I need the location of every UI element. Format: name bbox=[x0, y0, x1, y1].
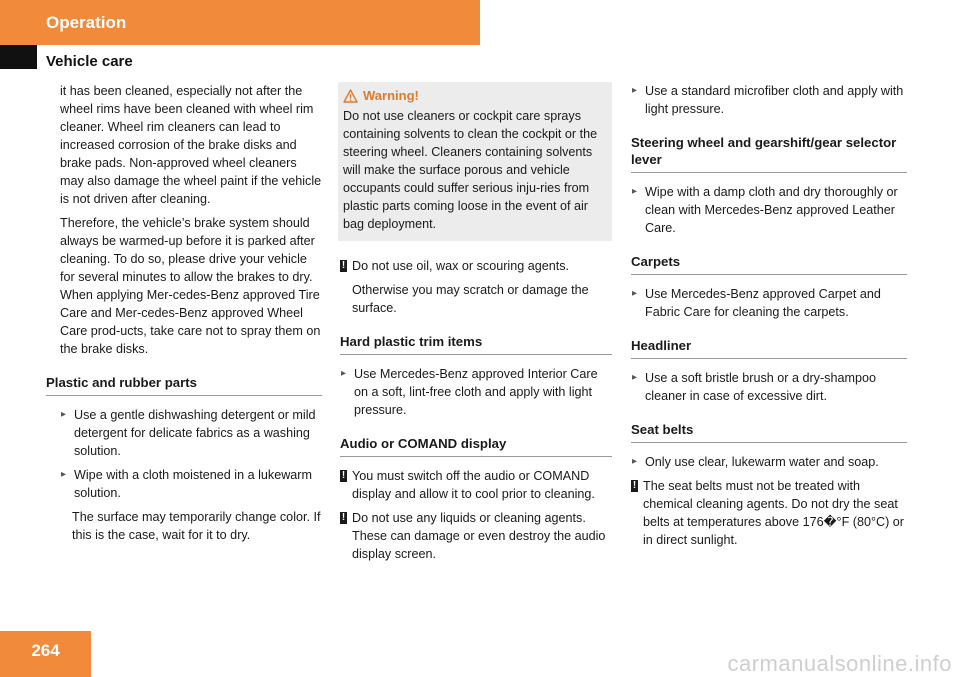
page-number: 264 bbox=[0, 631, 91, 677]
bullet-item: ▶ Wipe with a damp cloth and dry thoroughly or clean with Mercedes-Benz approved Leather Care. bbox=[631, 183, 907, 237]
bullet-item: ▶ Use Mercedes-Benz approved Interior Care on a soft, lint-free cloth and apply with light pressure. bbox=[340, 365, 612, 419]
note-text: Do not use oil, wax or scouring agents. bbox=[352, 259, 570, 273]
warning-box bbox=[338, 82, 612, 241]
note-item bbox=[340, 467, 612, 503]
note-item bbox=[340, 257, 612, 275]
paragraph: The surface may temporarily change color. If this is the case, wait for it to dry. bbox=[72, 510, 321, 542]
warning-text: Do not use cleaners or cockpit care sprays containing solvents to clean the cockpit or the steering wheel. Cleaners containing solvents will make the surface porous and vehicle occupants could suffer serious inju-ries from plastic parts coming loose in the event of air bag deployment. bbox=[343, 109, 598, 231]
heading-hard-plastic: Hard plastic trim items bbox=[340, 333, 612, 355]
warning-title: Warning! bbox=[363, 88, 419, 103]
chapter-tab: Operation bbox=[0, 0, 480, 45]
heading-headliner: Headliner bbox=[631, 337, 907, 359]
note-text: The seat belts must not be treated with chemical cleaning agents. Do not dry the seat belts at temperatures above 176�°F (80°C) or in direct sunlight. bbox=[643, 479, 904, 547]
exclamation-icon: ! bbox=[341, 470, 346, 481]
paragraph: Otherwise you may scratch or damage the surface. bbox=[352, 283, 589, 315]
bullet-item: ▶ Use a gentle dishwashing detergent or mild detergent for delicate fabrics as a washing solution. bbox=[60, 406, 322, 460]
paragraph: it has been cleaned, especially not after the wheel rims have been cleaned with wheel rim cleaner. Wheel rim cleaners can lead to increased corrosion of the brake disks and brake pads. Non-approved wheel cleaners may also damage the wheel paint if the vehicle is not driven after cleaning. bbox=[60, 84, 322, 206]
bullet-item: ▶ Only use clear, lukewarm water and soap. bbox=[631, 453, 907, 471]
section-marker bbox=[0, 45, 37, 69]
heading-seat-belts: Seat belts bbox=[631, 421, 907, 443]
column-3 bbox=[631, 82, 907, 555]
column-1 bbox=[46, 82, 322, 550]
note-text: You must switch off the audio or COMAND display and allow it to cool prior to cleaning. bbox=[352, 469, 595, 501]
exclamation-icon: ! bbox=[341, 260, 346, 271]
warning-heading bbox=[343, 87, 606, 105]
note-item bbox=[631, 477, 907, 549]
heading-audio-display: Audio or COMAND display bbox=[340, 435, 612, 457]
section-title: Vehicle care bbox=[46, 53, 133, 70]
heading-carpets: Carpets bbox=[631, 253, 907, 275]
exclamation-icon: ! bbox=[341, 512, 346, 523]
bullet-item: ▶ Use a soft bristle brush or a dry-shampoo cleaner in case of excessive dirt. bbox=[631, 369, 907, 405]
warning-triangle-icon bbox=[343, 89, 358, 103]
heading-plastic-rubber: Plastic and rubber parts bbox=[46, 374, 322, 396]
watermark: carmanualsonline.info bbox=[727, 651, 952, 676]
column-2 bbox=[340, 82, 612, 569]
exclamation-icon: ! bbox=[632, 480, 637, 491]
bullet-item: ▶ Use Mercedes-Benz approved Carpet and Fabric Care for cleaning the carpets. bbox=[631, 285, 907, 321]
bullet-item: ▶ Wipe with a cloth moistened in a lukewarm solution. bbox=[60, 466, 322, 502]
bullet-item: ▶ Use a standard microfiber cloth and apply with light pressure. bbox=[631, 82, 907, 118]
note-item bbox=[340, 509, 612, 563]
note-text: Do not use any liquids or cleaning agents. These can damage or even destroy the audio display screen. bbox=[352, 511, 606, 561]
heading-steering-wheel: Steering wheel and gearshift/gear selector lever bbox=[631, 134, 907, 173]
paragraph: Therefore, the vehicle’s brake system should always be warmed-up before it is parked after cleaning. To do so, please drive your vehicle for several minutes to allow the brakes to dry. When applying Mer-cedes-Benz approved Tire Care and Mer-cedes-Benz approved Wheel Care prod-ucts, take care not to spray them on the brake disks. bbox=[60, 216, 321, 356]
